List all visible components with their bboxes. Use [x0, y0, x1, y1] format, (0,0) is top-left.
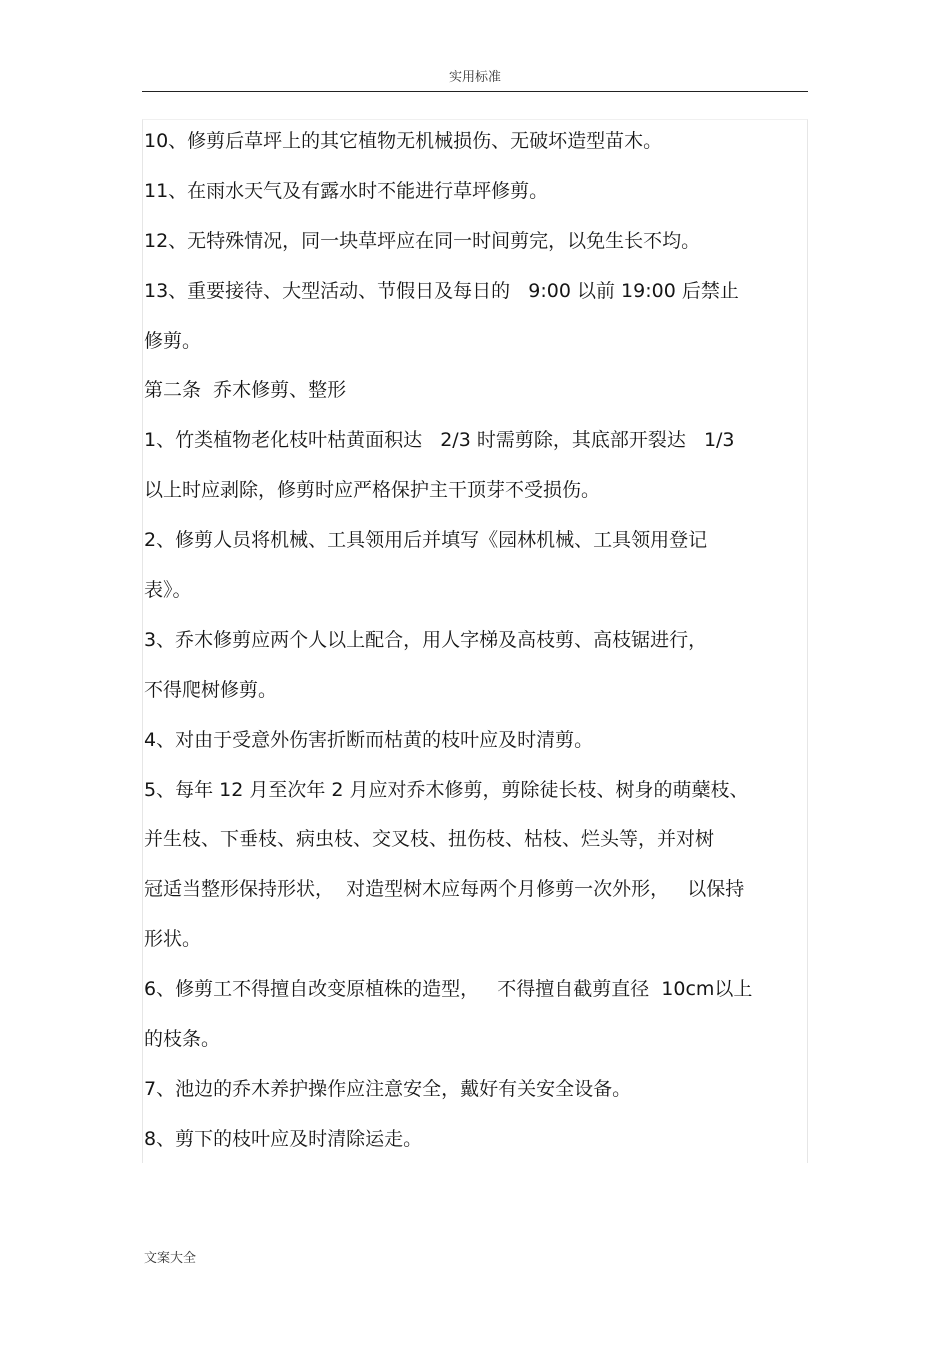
text-line: 10、修剪后草坪上的其它植物无机械损伤、无破坏造型苗木。 — [144, 130, 663, 152]
text-line: 修剪。 — [144, 329, 202, 352]
text-line: 1、竹类植物老化枝叶枯黄面积达 2/3 时需剪除，其底部开裂达 1/3 — [144, 429, 735, 452]
page-footer: 文案大全 — [144, 1251, 197, 1266]
text-line: 3、乔木修剪应两个人以上配合，用人字梯及高枝剪、高枝锯进行， — [144, 628, 708, 651]
text-line: 6、修剪工不得擅自改变原植株的造型， 不得擅自截剪直径 10cm以上 — [144, 978, 753, 1001]
page-header: 实用标准 — [448, 70, 501, 85]
text-line: 12、无特殊情况，同一块草坪应在同一时间剪完，以免生长不均。 — [144, 229, 701, 252]
text-line: 冠适当整形保持形状， 对造型树木应每两个月修剪一次外形， 以保持 — [144, 878, 745, 901]
text-line: 以上时应剥除，修剪时应严格保护主干顶芽不受损伤。 — [144, 479, 601, 502]
text-line: 4、对由于受意外伤害折断而枯黄的枝叶应及时清剪。 — [144, 728, 594, 751]
text-line: 并生枝、下垂枝、病虫枝、交叉枝、扭伤枝、枯枝、烂头等，并对树 — [144, 828, 715, 851]
text-line: 形状。 — [144, 928, 202, 951]
header-divider — [142, 91, 808, 92]
text-line: 2、修剪人员将机械、工具领用后并填写《园林机械、工具领用登记 — [144, 529, 708, 552]
text-line: 13、重要接待、大型活动、节假日及每日的 9:00 以前 19:00 后禁止 — [144, 279, 739, 302]
text-line: 8、剪下的枝叶应及时清除运走。 — [144, 1127, 423, 1150]
text-line: 表》。 — [144, 579, 192, 602]
text-line: 不得爬树修剪。 — [144, 678, 278, 701]
text-line: 5、每年 12 月至次年 2 月应对乔木修剪，剪除徒长枝、树身的萌蘖枝、 — [144, 778, 749, 801]
text-line: 7、池边的乔木养护操作应注意安全，戴好有关安全设备。 — [144, 1077, 632, 1100]
text-line: 11、在雨水天气及有露水时不能进行草坪修剪。 — [144, 179, 549, 202]
document-body — [144, 117, 808, 1165]
text-line: 的枝条。 — [144, 1028, 221, 1051]
section-heading: 第二条 乔木修剪、整形 — [144, 379, 347, 402]
